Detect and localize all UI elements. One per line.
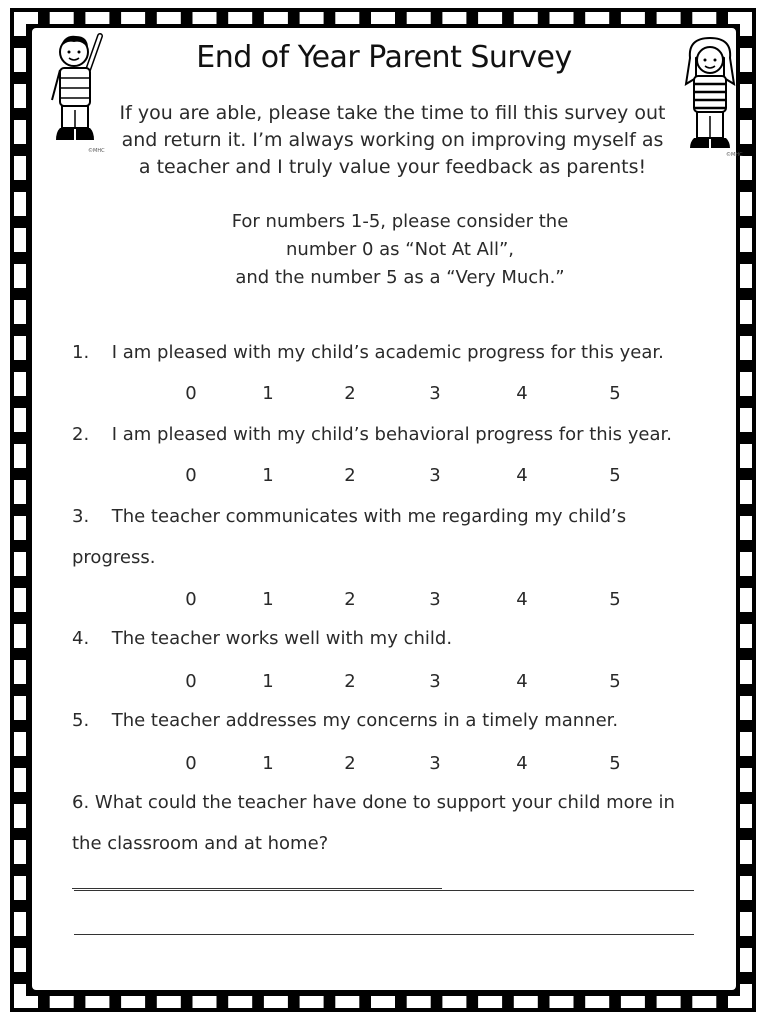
clipart-credit-right: ©MHC [726,152,743,158]
question-number: 3. [72,506,90,527]
question-text: The teacher addresses my concerns in a timely manner. [111,710,619,731]
survey-title: End of Year Parent Survey [196,40,572,75]
question-3 [72,497,702,537]
rating-option[interactable]: 2 [344,671,356,692]
answer-line[interactable] [72,888,442,889]
rating-option[interactable]: 2 [344,753,356,774]
rating-option[interactable]: 3 [429,465,441,486]
intro-paragraph: If you are able, please take the time to fill this survey out and return it. I’m always working on improving myself as a teacher and I truly value your feedback as parents! [119,102,666,178]
question-text: I am pleased with my child’s behavioral progress for this year. [111,424,673,445]
rating-option[interactable]: 2 [344,465,356,486]
answer-line[interactable] [74,890,694,891]
rating-option[interactable]: 4 [516,589,528,610]
rating-option[interactable]: 3 [429,671,441,692]
rating-option[interactable]: 1 [262,671,274,692]
question-2 [72,415,702,455]
rating-scale-q4 [0,671,768,701]
rating-option[interactable]: 4 [516,465,528,486]
question-5 [72,701,702,741]
rating-scale-note [180,208,620,292]
rating-option[interactable]: 5 [609,589,621,610]
question-text: The teacher works well with my child. [111,628,453,649]
rating-option[interactable]: 5 [609,753,621,774]
question-1 [72,333,702,373]
question-4 [72,619,702,659]
question-text: The teacher communicates with me regarding my child’s [111,506,627,527]
question-number: 1. [72,342,90,363]
rating-scale-q1 [0,383,768,413]
rating-option[interactable]: 4 [516,753,528,774]
rating-option[interactable]: 0 [185,589,197,610]
clipart-credit-left: ©MHC [88,148,105,154]
rating-option[interactable]: 1 [262,589,274,610]
rating-option[interactable]: 1 [262,465,274,486]
rating-option[interactable]: 1 [262,383,274,404]
question-6-continued [72,824,702,904]
question-text: I am pleased with my child’s academic progress for this year. [111,342,664,363]
rating-scale-q2 [0,465,768,495]
rating-option[interactable]: 3 [429,589,441,610]
answer-line[interactable] [74,934,694,935]
rating-option[interactable]: 0 [185,383,197,404]
rating-option[interactable]: 2 [344,589,356,610]
question-number: 5. [72,710,90,731]
rating-option[interactable]: 0 [185,671,197,692]
question-number: 4. [72,628,90,649]
rating-option[interactable]: 4 [516,671,528,692]
question-text: the classroom and at home? [72,833,329,854]
scale-note-line-2: number 0 as “Not At All”, [286,239,514,260]
rating-scale-q5 [0,753,768,783]
rating-option[interactable]: 5 [609,383,621,404]
rating-scale-q3 [0,589,768,619]
question-number: 2. [72,424,90,445]
question-3-continued: progress. [72,547,156,568]
rating-option[interactable]: 1 [262,753,274,774]
scale-note-line-3: and the number 5 as a “Very Much.” [235,267,565,288]
question-6: 6. What could the teacher have done to support your child more in [72,792,675,813]
scale-note-line-1: For numbers 1-5, please consider the [231,211,569,232]
rating-option[interactable]: 3 [429,383,441,404]
rating-option[interactable]: 3 [429,753,441,774]
rating-option[interactable]: 5 [609,465,621,486]
rating-option[interactable]: 4 [516,383,528,404]
rating-option[interactable]: 2 [344,383,356,404]
rating-option[interactable]: 5 [609,671,621,692]
rating-option[interactable]: 0 [185,753,197,774]
rating-option[interactable]: 0 [185,465,197,486]
